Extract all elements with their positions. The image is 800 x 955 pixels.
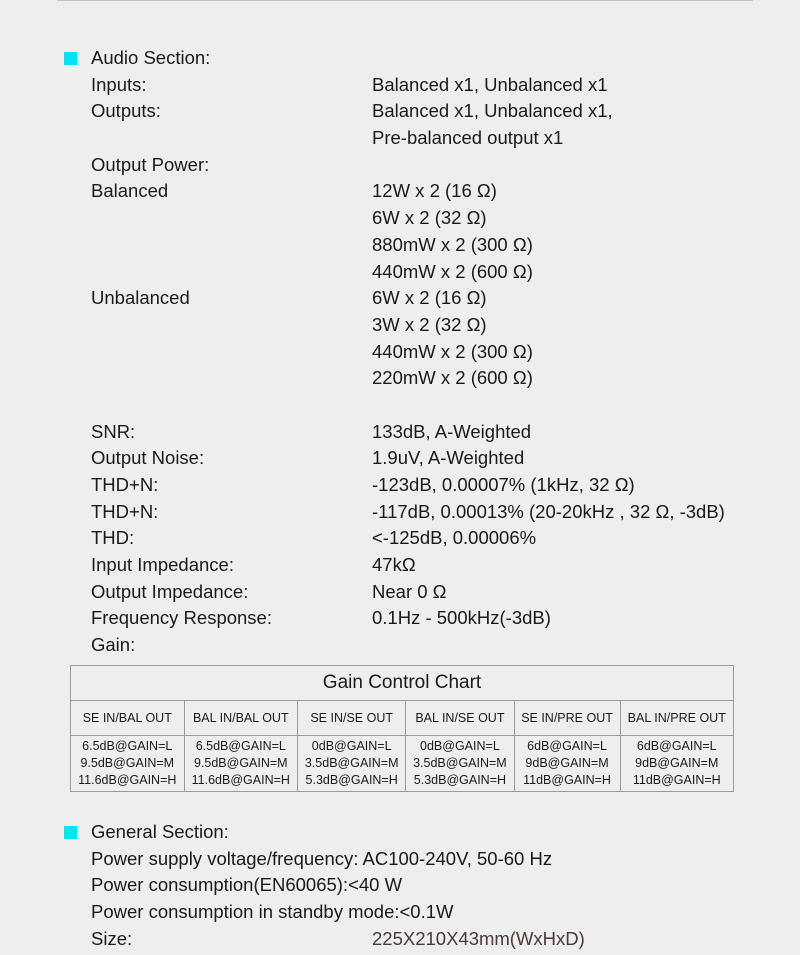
gain-value: 6.5dB@GAIN=L	[195, 739, 286, 753]
gain-value: 3.5dB@GAIN=M	[413, 756, 507, 770]
spec-row	[0, 365, 800, 392]
gain-value: 11.6dB@GAIN=H	[191, 773, 290, 787]
spec-row	[0, 259, 800, 286]
spec-text: Power supply voltage/frequency: AC100-240V, 50-60 Hz	[91, 847, 553, 869]
spec-label: Size:	[91, 927, 133, 949]
gain-value: 9.5dB@GAIN=M	[80, 756, 175, 770]
bullet-square-icon	[64, 52, 77, 65]
gain-chart-title: Gain Control Chart	[71, 666, 734, 701]
gain-value: 11.6dB@GAIN=H	[78, 773, 177, 787]
gain-value: 9.5dB@GAIN=M	[193, 756, 288, 770]
spec-value: <-125dB, 0.00006%	[372, 527, 537, 549]
spec-value: 440mW x 2 (300 Ω)	[372, 340, 533, 362]
spec-value: 3W x 2 (32 Ω)	[372, 313, 487, 335]
gain-cell	[298, 736, 406, 792]
spec-label: THD+N:	[91, 500, 159, 522]
spec-value: 225X210X43mm(WxHxD)	[372, 927, 585, 949]
gain-cell	[406, 736, 514, 792]
gain-value: 0dB@GAIN=L	[311, 739, 392, 753]
spec-row	[0, 178, 800, 205]
gain-column-header: BAL IN/PRE OUT	[620, 701, 733, 736]
spec-row	[0, 579, 800, 606]
audio-section-heading	[0, 45, 800, 72]
spec-row	[0, 152, 800, 179]
spec-row	[0, 98, 800, 125]
spec-line	[0, 899, 800, 926]
top-divider	[57, 0, 753, 1]
gain-column-header: SE IN/SE OUT	[298, 701, 406, 736]
spec-text: Power consumption in standby mode:<0.1W	[91, 901, 454, 923]
spec-line	[0, 872, 800, 899]
spec-row	[0, 125, 800, 152]
spec-label: Unbalanced	[91, 287, 190, 309]
spec-line	[0, 846, 800, 873]
audio-section	[0, 45, 800, 659]
spec-row	[0, 472, 800, 499]
spec-value: 133dB, A-Weighted	[372, 420, 532, 442]
section-title: General Section:	[91, 821, 229, 842]
spec-label: Inputs:	[91, 73, 147, 95]
spec-label: Input Impedance:	[91, 554, 234, 576]
audio-spec-list	[0, 72, 800, 659]
spec-value: 1.9uV, A-Weighted	[372, 447, 525, 469]
spec-label: Outputs:	[91, 100, 161, 122]
gain-header-row	[71, 701, 734, 736]
spec-text: Power consumption(EN60065):<40 W	[91, 874, 403, 896]
spec-label: SNR:	[91, 420, 136, 442]
section-title: Audio Section:	[91, 47, 211, 68]
spec-value: 6W x 2 (16 Ω)	[372, 287, 487, 309]
spec-value: Near 0 Ω	[372, 580, 447, 602]
general-section-heading	[0, 819, 800, 846]
spec-label: Gain:	[91, 634, 136, 656]
spec-row	[0, 205, 800, 232]
gain-title-row	[71, 666, 734, 701]
gain-cell	[184, 736, 298, 792]
spec-row	[0, 285, 800, 312]
gain-value: 6.5dB@GAIN=L	[82, 739, 173, 753]
gain-value: 9dB@GAIN=M	[635, 756, 719, 770]
spec-row	[0, 72, 800, 99]
spec-label: THD:	[91, 527, 135, 549]
spec-label: Output Impedance:	[91, 580, 249, 602]
spec-value: -117dB, 0.00013% (20-20kHz , 32 Ω, -3dB)	[372, 500, 725, 522]
gain-column-header: BAL IN/BAL OUT	[184, 701, 298, 736]
spec-row	[0, 552, 800, 579]
spec-value: Balanced x1, Unbalanced x1	[372, 73, 608, 95]
spec-value: 12W x 2 (16 Ω)	[372, 180, 497, 202]
spec-value: 220mW x 2 (600 Ω)	[372, 367, 533, 389]
spec-value: 0.1Hz - 500kHz(-3dB)	[372, 607, 551, 629]
spec-row	[0, 232, 800, 259]
gain-column-header: SE IN/BAL OUT	[71, 701, 185, 736]
spec-value: 440mW x 2 (600 Ω)	[372, 260, 533, 282]
gain-value: 0dB@GAIN=L	[420, 739, 500, 753]
bullet-square-icon	[64, 826, 77, 839]
spec-row	[0, 525, 800, 552]
spec-value: 6W x 2 (32 Ω)	[372, 207, 487, 229]
gain-cell	[620, 736, 733, 792]
gain-value: 6dB@GAIN=L	[527, 739, 607, 753]
spec-label: Output Noise:	[91, 447, 205, 469]
gain-value: 11dB@GAIN=H	[523, 773, 611, 787]
spec-row	[0, 499, 800, 526]
spec-label: Frequency Response:	[91, 607, 272, 629]
spec-row	[0, 419, 800, 446]
spec-label: THD+N:	[91, 474, 159, 495]
spec-row	[0, 632, 800, 659]
gain-value: 3.5dB@GAIN=M	[304, 756, 399, 770]
spec-row	[0, 339, 800, 366]
general-section	[0, 819, 800, 952]
spec-row	[0, 445, 800, 472]
spec-label: Balanced	[91, 180, 169, 202]
spec-row	[0, 392, 800, 419]
spec-label: Output Power:	[91, 153, 210, 175]
spec-value: Pre-balanced output x1	[372, 127, 564, 149]
gain-column-header: BAL IN/SE OUT	[406, 701, 514, 736]
spec-value: 880mW x 2 (300 Ω)	[372, 233, 533, 255]
gain-value: 5.3dB@GAIN=H	[413, 773, 507, 787]
gain-value: 9dB@GAIN=M	[525, 756, 609, 770]
gain-values-row	[71, 736, 734, 792]
gain-value: 6dB@GAIN=L	[636, 739, 717, 753]
gain-value: 11dB@GAIN=H	[632, 773, 721, 787]
spec-value: Balanced x1, Unbalanced x1,	[372, 100, 613, 122]
gain-column-header: SE IN/PRE OUT	[514, 701, 620, 736]
spec-row	[0, 312, 800, 339]
gain-cell	[71, 736, 185, 792]
gain-cell	[514, 736, 620, 792]
spec-value: 47kΩ	[372, 554, 416, 576]
gain-value: 5.3dB@GAIN=H	[305, 773, 398, 787]
spec-row-size	[0, 926, 800, 953]
gain-control-chart	[70, 665, 734, 792]
spec-row	[0, 605, 800, 632]
spec-value: -123dB, 0.00007% (1kHz, 32 Ω)	[372, 474, 635, 495]
